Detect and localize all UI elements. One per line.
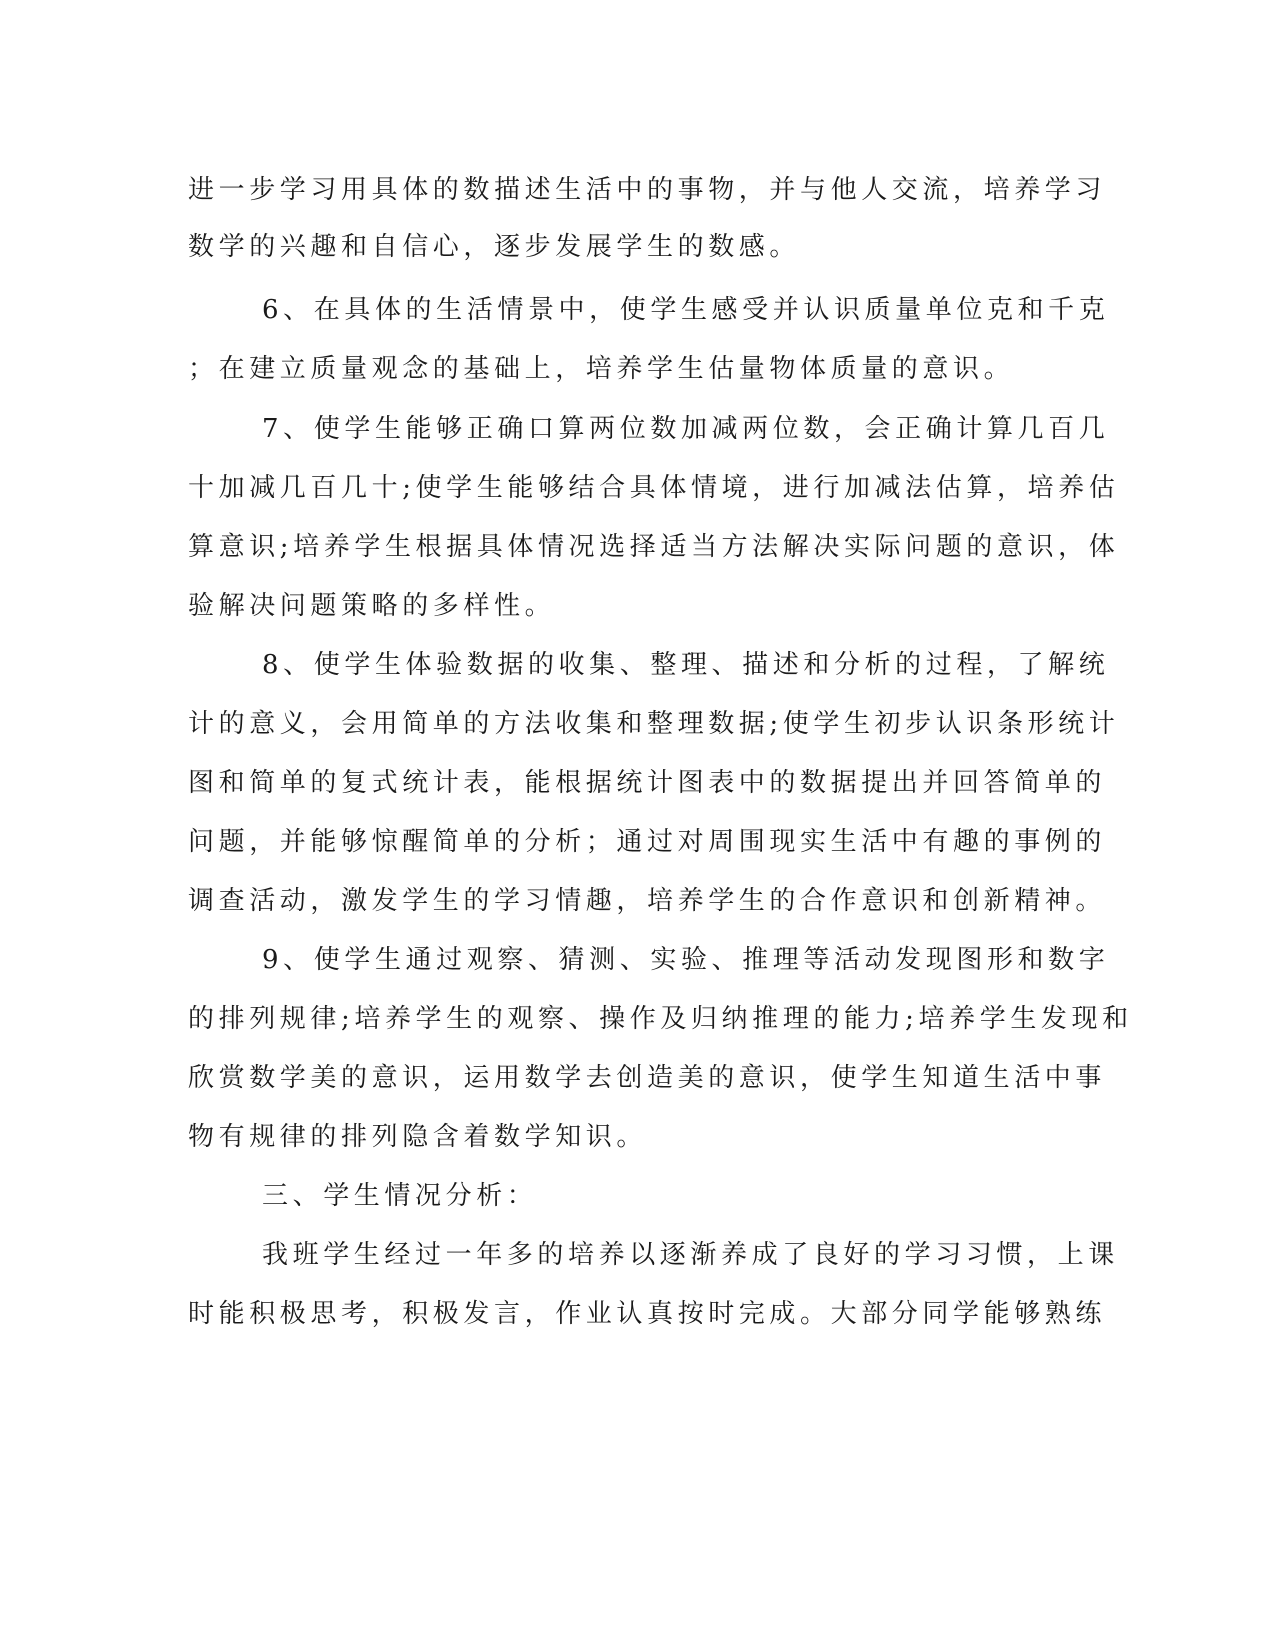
text-line: 算意识;培养学生根据具体情况选择适当方法解决实际问题的意识，体 (188, 532, 1120, 562)
paragraph-item-6: 6、在具体的生活情景中，使学生感受并认识质量单位克和千克 (262, 295, 1110, 325)
paragraph-start: 我班学生经过一年多的培养以逐渐养成了良好的学习习惯，上课 (262, 1240, 1119, 1270)
text-line: ；在建立质量观念的基础上，培养学生估量物体质量的意识。 (188, 354, 1015, 384)
section-heading: 三、学生情况分析： (262, 1181, 538, 1211)
text-line: 计的意义，会用简单的方法收集和整理数据;使学生初步认识条形统计 (188, 709, 1120, 739)
text-line: 图和简单的复式统计表，能根据统计图表中的数据提出并回答简单的 (188, 768, 1107, 798)
paragraph-item-8: 8、使学生体验数据的收集、整理、描述和分析的过程，了解统 (262, 650, 1110, 680)
text-line: 数学的兴趣和自信心，逐步发展学生的数感。 (188, 232, 801, 262)
text-line: 进一步学习用具体的数描述生活中的事物，并与他人交流，培养学习 (188, 175, 1107, 205)
text-line: 问题，并能够惊醒简单的分析；通过对周围现实生活中有趣的事例的 (188, 827, 1107, 857)
paragraph-item-9: 9、使学生通过观察、猜测、实验、推理等活动发现图形和数字 (262, 945, 1110, 975)
text-line: 物有规律的排列隐含着数学知识。 (188, 1122, 648, 1152)
text-line: 调查活动，激发学生的学习情趣，培养学生的合作意识和创新精神。 (188, 886, 1107, 916)
text-line: 验解决问题策略的多样性。 (188, 591, 556, 621)
text-line: 十加减几百几十;使学生能够结合具体情境，进行加减法估算，培养估 (188, 473, 1120, 503)
paragraph-item-7: 7、使学生能够正确口算两位数加减两位数，会正确计算几百几 (262, 414, 1110, 444)
text-line: 的排列规律;培养学生的观察、操作及归纳推理的能力;培养学生发现和 (188, 1004, 1133, 1034)
text-line: 欣赏数学美的意识，运用数学去创造美的意识，使学生知道生活中事 (188, 1063, 1107, 1093)
text-line: 时能积极思考，积极发言，作业认真按时完成。大部分同学能够熟练 (188, 1299, 1107, 1329)
